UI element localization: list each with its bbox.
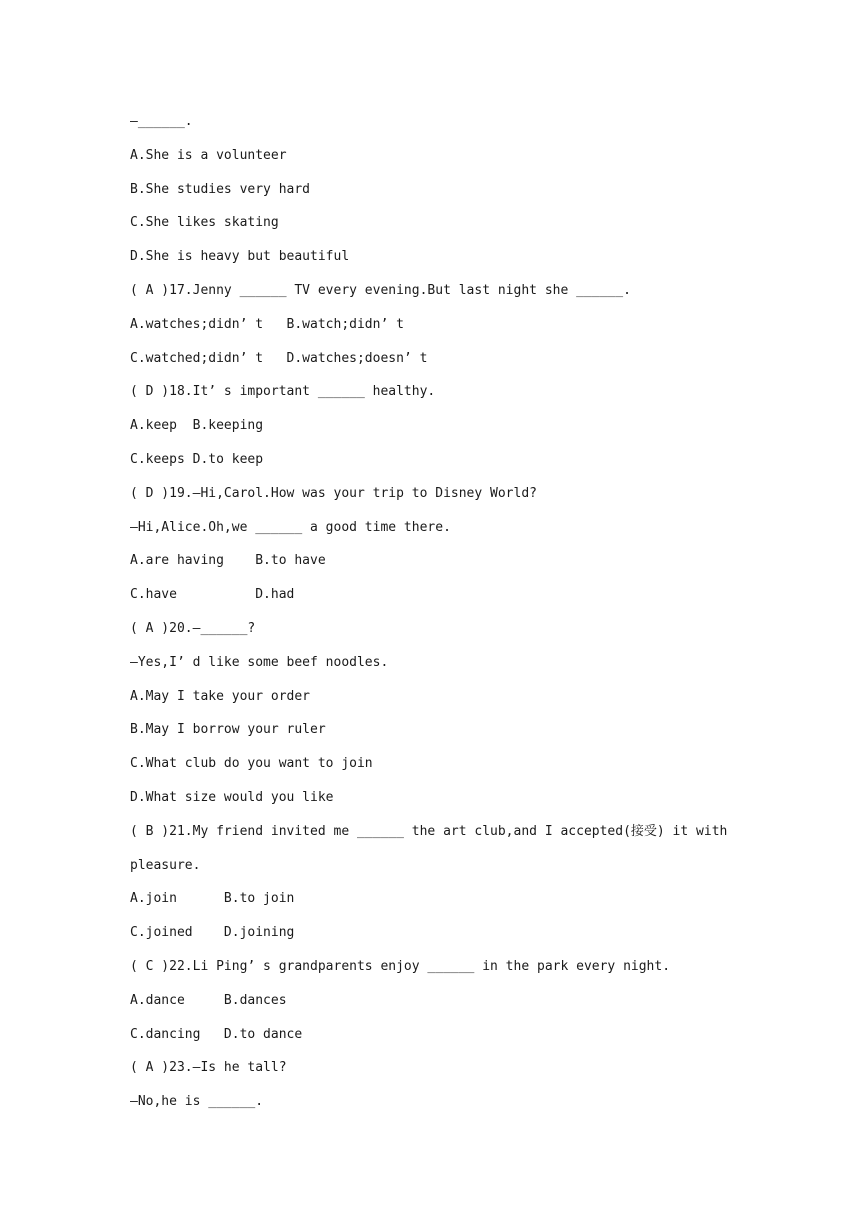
- options-ab: A.join B.to join: [130, 891, 295, 907]
- question-16-answer-blank: —______.: [130, 114, 193, 129]
- question-20-response: —Yes,I’ d like some beef noodles.: [130, 654, 389, 670]
- question-21-continued: pleasure.: [130, 857, 201, 873]
- question-21: ( B )21.My friend invited me ______ the art club,and I accepted(接受) it with: [130, 823, 728, 839]
- option-a: A.May I take your order: [130, 688, 311, 704]
- question-22: ( C )22.Li Ping’ s grandparents enjoy ______ in the park every night.: [130, 958, 671, 974]
- options-ab: A.watches;didn’ t B.watch;didn’ t: [130, 316, 404, 332]
- question-23-response: —No,he is ______.: [130, 1094, 264, 1110]
- question-23: ( A )23.—Is he tall?: [130, 1060, 287, 1076]
- question-17: ( A )17.Jenny ______ TV every evening.But last night she ______.: [130, 282, 631, 298]
- options-cd: C.dancing D.to dance: [130, 1026, 303, 1042]
- option-b: B.She studies very hard: [130, 181, 311, 197]
- document-page: [130, 112, 750, 1126]
- options-ab: A.dance B.dances: [130, 992, 287, 1008]
- question-19: ( D )19.—Hi,Carol.How was your trip to Disney World?: [130, 485, 537, 501]
- options-cd: C.joined D.joining: [130, 925, 295, 941]
- options-cd: C.keeps D.to keep: [130, 451, 264, 467]
- option-c: C.She likes skating: [130, 215, 279, 231]
- option-b: B.May I borrow your ruler: [130, 722, 326, 738]
- question-18: ( D )18.It’ s important ______ healthy.: [130, 384, 436, 400]
- option-c: C.What club do you want to join: [130, 756, 373, 772]
- options-ab: A.keep B.keeping: [130, 418, 264, 434]
- option-d: D.She is heavy but beautiful: [130, 249, 350, 265]
- question-20: ( A )20.—______?: [130, 620, 256, 636]
- options-ab: A.are having B.to have: [130, 553, 326, 569]
- options-cd: C.watched;didn’ t D.watches;doesn’ t: [130, 350, 428, 366]
- options-cd: C.have D.had: [130, 587, 295, 603]
- option-a: A.She is a volunteer: [130, 147, 287, 163]
- question-19-response: —Hi,Alice.Oh,we ______ a good time there.: [130, 519, 451, 535]
- option-d: D.What size would you like: [130, 789, 334, 805]
